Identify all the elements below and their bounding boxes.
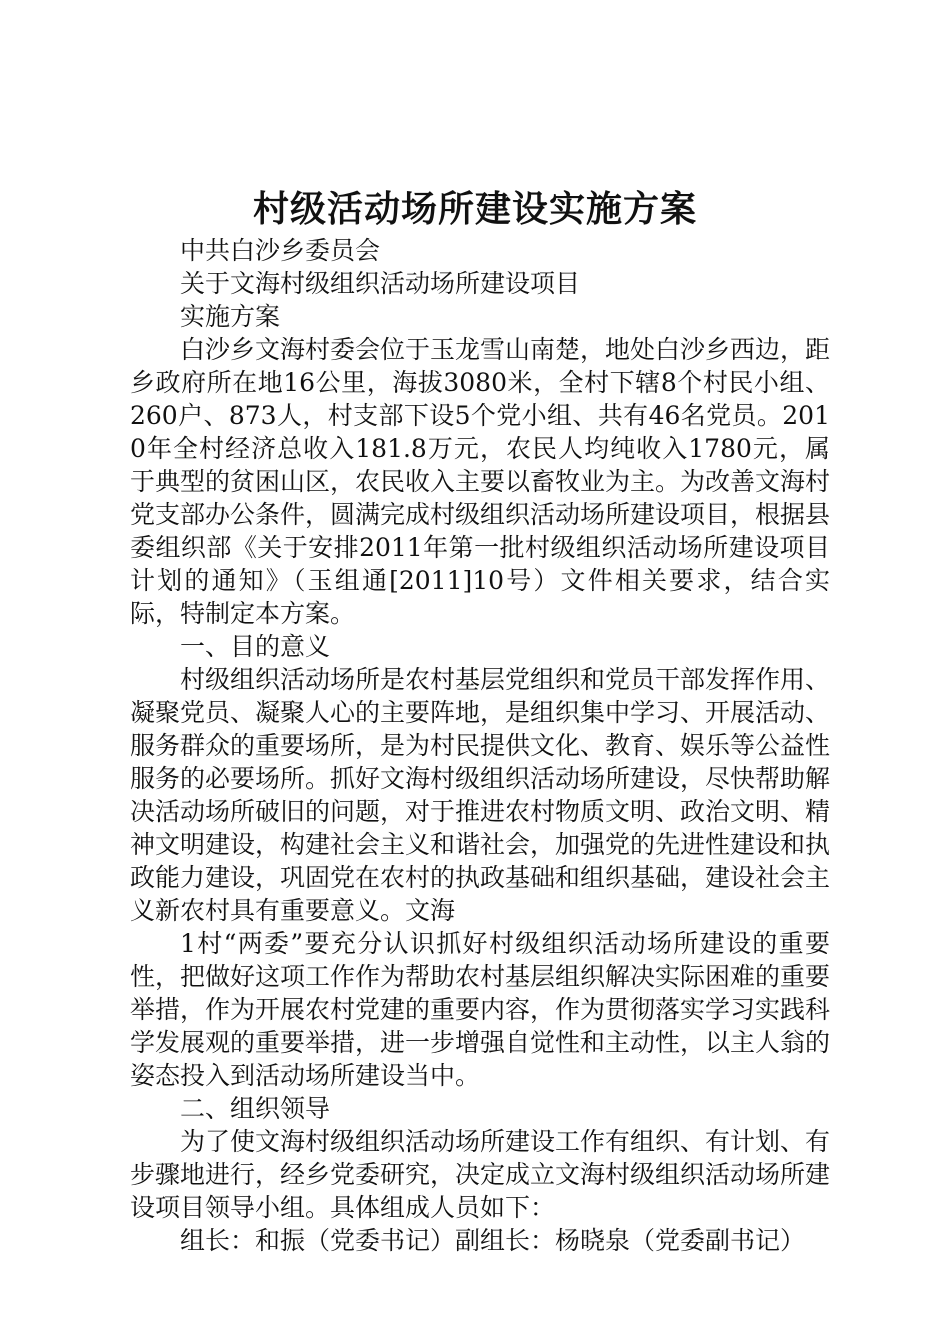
document-title: 村级活动场所建设实施方案 [252,189,697,230]
intro-paragraph: 白沙乡文海村委会位于玉龙雪山南楚，地处白沙乡西边，距乡政府所在地16公里，海拔3080米，全村下辖8个村民小组、260户、873人，村支部下设5个党小组、共有46名党员。2010年全村经济总收入181.8万元，农民人均纯收入1780元，属于典型的贫困山区，农民收入主要以畜牧业为主。为改善文海村党支部办公条件，圆满完成村级组织活动场所建设项目，根据县委组织部《关于安排2011年第一批村级组织活动场所建设项目计划的通知》（玉组通[2011]10号）文件相关要求，结合实际，特制定本方案。 [130,335,831,628]
purpose-paragraph: 村级组织活动场所是农村基层党组织和党员干部发挥作用、凝聚党员、凝聚人心的主要阵地，是组织集中学习、开展活动、服务群众的重要场所，是为村民提供文化、教育、娱乐等公益性服务的必要场所。抓好文海村级组织活动场所建设，尽快帮助解决活动场所破旧的问题，对于推进农村物质文明、政治文明、精神文明建设，构建社会主义和谐社会，加强党的先进性建设和执政能力建设，巩固党在农村的执政基础和组织基础，建设社会主义新农村具有重要意义。文海 [130,665,831,925]
leader-list-line: 组长：和振（党委书记）副组长：杨晓泉（党委副书记） [180,1226,806,1255]
section-heading-purpose: 一、目的意义 [180,632,331,661]
issuer-line: 中共白沙乡委员会 [180,236,381,265]
subtitle-line-2: 实施方案 [180,302,281,331]
leadership-paragraph: 为了使文海村级组织活动场所建设工作有组织、有计划、有步骤地进行，经乡党委研究，决定成立文海村级组织活动场所建设项目领导小组。具体组成人员如下： [130,1127,831,1222]
document-body [130,234,830,1257]
section-heading-leadership: 二、组织领导 [180,1094,331,1123]
subtitle-line: 关于文海村级组织活动场所建设项目 [180,269,581,298]
purpose-paragraph-2: 1村“两委”要充分认识抓好村级组织活动场所建设的重要性，把做好这项工作作为帮助农村基层组织解决实际困难的重要举措，作为开展农村党建的重要内容，作为贯彻落实学习实践科学发展观的重要举措，进一步增强自觉性和主动性，以主人翁的姿态投入到活动场所建设当中。 [130,929,831,1090]
